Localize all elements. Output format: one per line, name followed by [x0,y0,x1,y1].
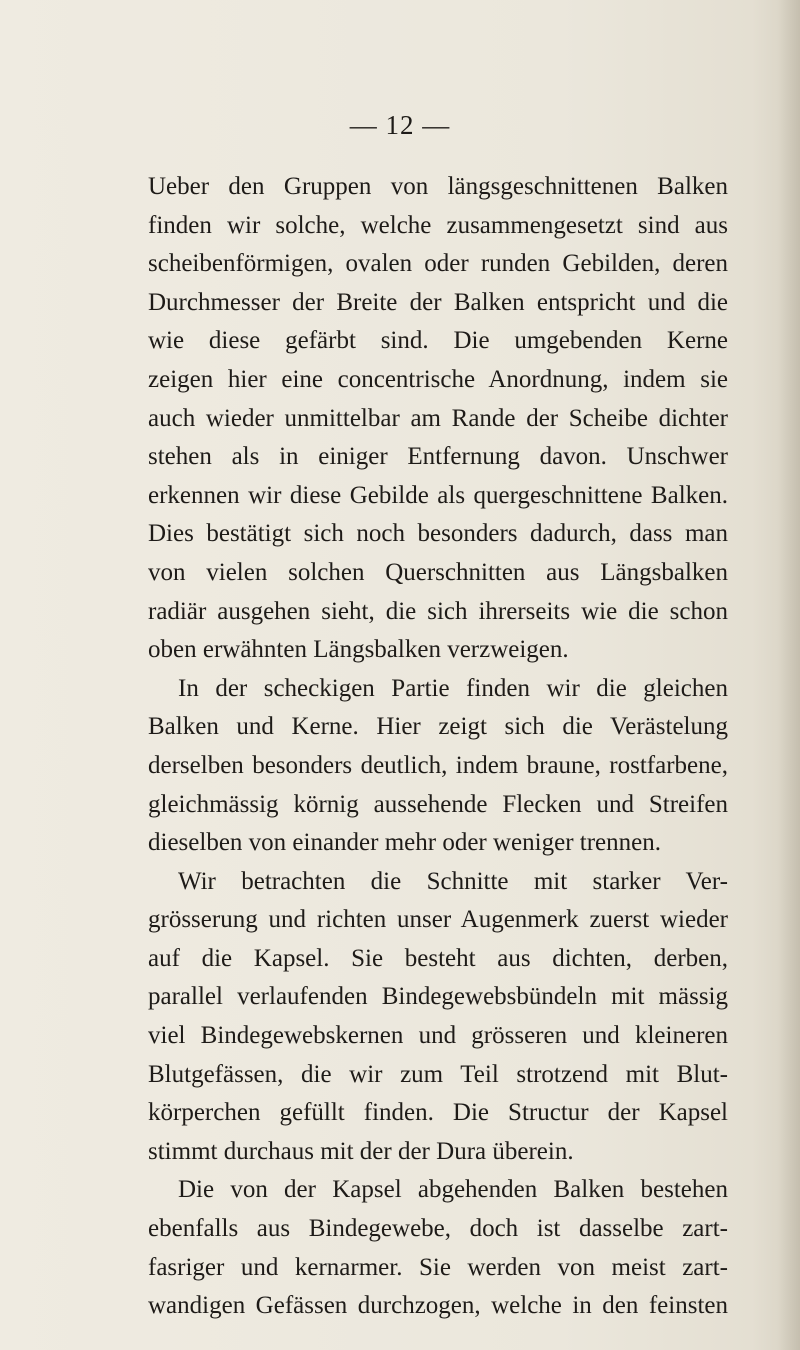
paragraph-4 [148,1171,728,1325]
text-line: gleichmässig körnig aussehende Flecken und Streifen [148,790,728,818]
text-line: finden wir solche, welche zusammengesetzt sind aus [148,211,728,239]
paragraph-1 [148,168,728,670]
text-line: Balken und Kerne. Hier zeigt sich die Verästelung [148,713,728,741]
text-line: In der scheckigen Partie finden wir die gleichen [178,674,728,702]
page-edge-shadow [778,0,800,1350]
text-line: zeigen hier eine concentrische Anordnung, indem sie [148,365,728,393]
text-line: körperchen gefüllt finden. Die Structur der Kapsel [148,1099,728,1127]
text-line: wie diese gefärbt sind. Die umgebenden Kerne [148,327,728,355]
paragraph-2 [148,670,728,863]
text-line: auf die Kapsel. Sie besteht aus dichten, derben, [148,944,728,972]
text-line: dieselben von einander mehr oder weniger trennen. [148,829,661,857]
paragraph-3 [148,863,728,1172]
text-line: von vielen solchen Querschnitten aus Längsbalken [148,558,728,586]
text-line: Wir betrachten die Schnitte mit starker Ver- [178,867,728,895]
page-number: — 12 — [349,110,451,140]
text-line: ebenfalls aus Bindegewebe, doch ist dasselbe zart- [148,1215,728,1243]
text-line: erkennen wir diese Gebilde als quergeschnittene Balken. [148,481,728,509]
text-line: stehen als in einiger Entfernung davon. Unschwer [148,443,728,471]
text-line: auch wieder unmittelbar am Rande der Scheibe dichter [148,404,728,432]
text-line: Dies bestätigt sich noch besonders dadurch, dass man [148,520,728,548]
text-line: fasriger und kernarmer. Sie werden von meist zart- [148,1253,728,1281]
text-line: Durchmesser der Breite der Balken entspricht und die [148,288,728,316]
text-line: derselben besonders deutlich, indem braune, rostfarbene, [148,751,728,779]
text-line: parallel verlaufenden Bindegewebsbündeln mit mässig [148,983,728,1011]
text-line: scheibenförmigen, ovalen oder runden Gebilden, deren [148,250,728,278]
text-line: Die von der Kapsel abgehenden Balken bestehen [178,1176,728,1204]
body-text [148,168,728,1326]
text-line: grösserung und richten unser Augenmerk zuerst wieder [148,906,728,934]
text-line: wandigen Gefässen durchzogen, welche in den feinsten [148,1292,728,1320]
text-line: viel Bindegewebskernen und grösseren und kleineren [148,1022,728,1050]
text-line: radiär ausgehen sieht, die sich ihrerseits wie die schon [148,597,728,625]
text-line: oben erwähnten Längsbalken verzweigen. [148,636,569,664]
text-line: Ueber den Gruppen von längsgeschnittenen Balken [148,173,728,200]
text-line: stimmt durchaus mit der der Dura überein. [148,1137,574,1165]
text-line: Blutgefässen, die wir zum Teil strotzend mit Blut- [148,1060,728,1088]
